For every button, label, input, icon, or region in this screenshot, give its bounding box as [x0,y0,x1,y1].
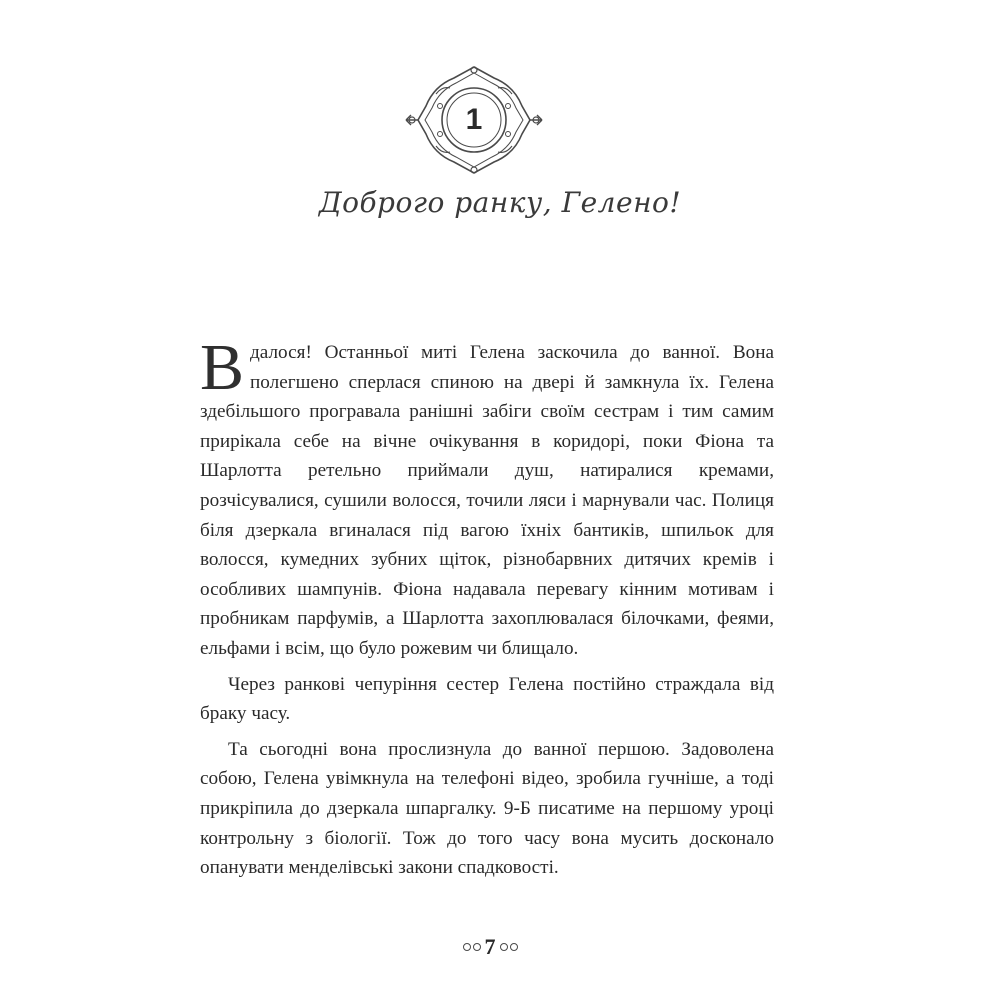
page-footer [400,934,580,960]
ring-ornament-icon [510,943,518,951]
chapter-title: Доброго ранку, Гелено! [318,186,682,219]
paragraph-2: Через ранкові чепуріння сестер Гелена постійно страждала від браку часу. [200,673,774,725]
ring-ornament-icon [463,943,471,951]
chapter-number: 1 [465,103,483,136]
paragraph-1-text: далося! Останньої миті Гелена заскочила до ванної. Вона полегшено сперлася спиною на двері й замкнула їх. Гелена здебільшого програвала ранішні забіги своїм сестрам і тим самим прирікала себе на вічне очікування в коридорі, поки Фіона та Шарлотта ретельно приймали душ, натиралися кремами, розчісувалися, сушили волосся, точили ляси і марнували час. Полиця біля дзеркала вгиналася під вагою їхніх бантиків, шпильок для волосся, кумедних зубних щіток, різнобарвних дитячих кремів і особливих шампунів. Фіона надавала перевагу кінним мотивам і пробникам парфумів, а Шарлотта захоплювалася білочками, феями, ельфами і всім, що було рожевим чи блищало. [200,342,774,659]
chapter-text [200,331,774,889]
paragraph-1 [200,331,774,664]
drop-cap: В [200,331,245,404]
paragraph-3: Та сьогодні вона прослизнула до ванної першою. Задоволена собою, Гелена увімкнула на телефоні відео, зробила гучніше, а тоді прикріпила до дзеркала шпаргалку. 9-Б писатиме на першому уроці контрольну з біології. Тож до того часу вона мусить досконало опанувати менделівські закони спадковості. [200,738,774,879]
ring-ornament-icon [500,943,508,951]
ring-ornament-icon [473,943,481,951]
page-number: 7 [484,934,496,959]
